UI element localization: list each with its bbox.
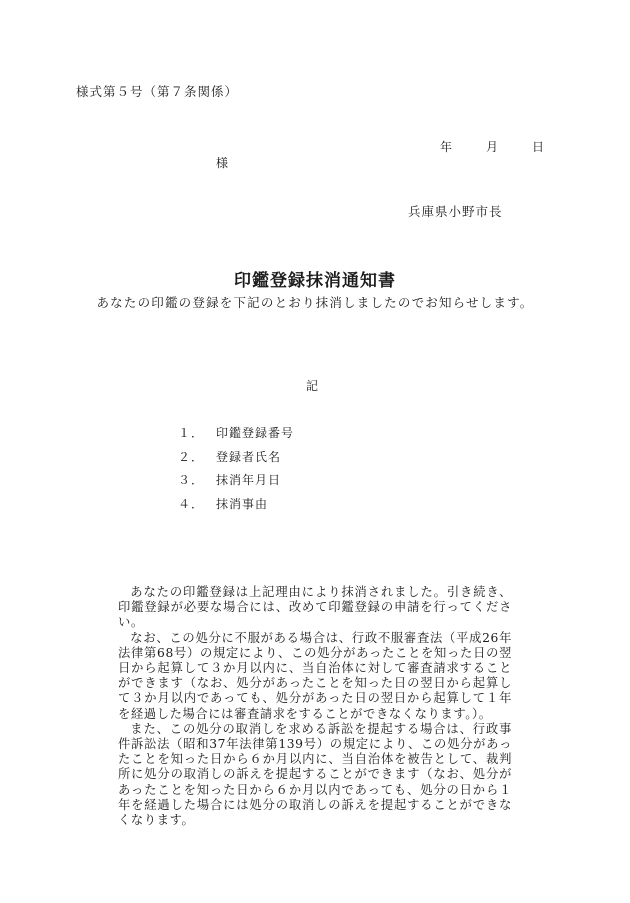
item-number: ２． [178, 449, 205, 464]
list-item [178, 424, 294, 448]
date-month-label: 月 [486, 140, 499, 154]
document-title: 印鑑登録抹消通知書 [234, 271, 396, 291]
date-line [440, 138, 544, 155]
date-year-label: 年 [440, 140, 453, 154]
item-number: １． [178, 426, 205, 440]
list-item [178, 471, 294, 495]
item-label: 抹消事由 [216, 496, 269, 511]
item-label: 印鑑登録番号 [216, 426, 295, 440]
list-item [178, 495, 294, 519]
item-list [178, 424, 294, 518]
notice-paragraph: なお、この処分に不服がある場合は、行政不服審査法（平成26年法律第68号）の規定により、この処分があったことを知った日の翌日から起算して３か月以内に、当自治体に対して審査請求することができます（なお、処分があったことを知った日の翌日から起算して３か月以内であっても、処分があった日の翌日から起算して１年を経過した場合には審査請求をすることができなくなります。）。 [118, 630, 512, 721]
issuer-name: 兵庫県小野市長 [408, 204, 503, 219]
list-item [178, 448, 294, 472]
lead-text: あなたの印鑑の登録を下記のとおり抹消しましたのでお知らせします。 [96, 295, 534, 310]
notice-text [118, 585, 512, 828]
notice-paragraph: また、この処分の取消しを求める訴訟を提起する場合は、行政事件訴訟法（昭和37年法律第139号）の規定により、この処分があったことを知った日から６か月以内に、当自治体を被告として、裁判所に処分の取消しの訴えを提起することができます（なお、処分があったことを知った日から６か月以内であっても、処分の日から１年を経過した場合には処分の取消しの訴えを提起することができなくなります。 [118, 721, 512, 828]
item-number: ３． [178, 473, 205, 487]
item-label: 抹消年月日 [216, 473, 282, 487]
item-label: 登録者氏名 [216, 449, 282, 464]
notice-paragraph: あなたの印鑑登録は上記理由により抹消されました。引き続き、印鑑登録が必要な場合には、改めて印鑑登録の申請を行ってください。 [118, 585, 512, 630]
item-number: ４． [178, 496, 205, 511]
form-number: 様式第５号（第７条関係） [76, 84, 239, 99]
date-day-label: 日 [532, 140, 545, 154]
addressee-honorific: 様 [216, 156, 229, 170]
ki-label: 記 [306, 379, 319, 393]
